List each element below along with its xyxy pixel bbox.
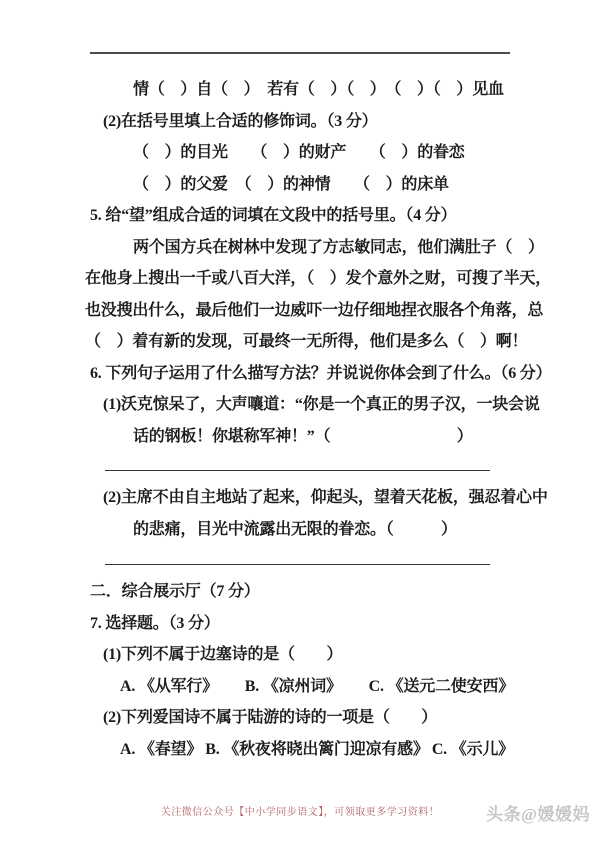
q6-item1-line2: 话的钢板！你堪称军神！”（ ） [133,427,473,445]
q6-item2-line2: 的悲痛，目光中流露出无限的眷恋。（ ） [133,520,457,538]
q6-item1-line1: (1)沃克惊呆了，大声嚷道：“你是一个真正的男子汉，一块会说 [103,396,540,413]
top-section-rule [90,52,510,54]
answer-line [105,470,490,471]
q7-sub1-options-row [120,671,514,703]
q4-modifier-row2: （ ）的父爱 （ ）的神情 （ ）的床单 [133,175,449,193]
q4-fill-blank-line: 情（ ）自（ ） 若有（ ）（ ） （ ）（ ）见血 [133,81,504,98]
q4-modifier-row1: （ ）的目光 （ ）的财产 （ ）的眷恋 [133,144,465,161]
toutiao-watermark: 头条@媛媛妈 [486,805,590,824]
answer-line [105,564,490,565]
option-c: C. 《示儿》 [431,740,514,758]
q6-prompt: 6. 下列句子运用了什么描写方法？并说说你体会到了什么。（6 分） [90,364,552,382]
q7-prompt: 7. 选择题。（3 分） [90,614,220,632]
option-c: C. 《送元二使安西》 [368,677,514,695]
q4-part2-prompt: (2)在括号里填上合适的修饰词。（3 分） [103,112,378,130]
option-a: A. 《春望》 [120,740,203,758]
option-b: B. 《秋夜将晓出篱门迎凉有感》 [205,740,429,758]
wechat-notice: 关注微信公众号【中小学同步语文】，可领取更多学习资料！ [160,807,440,818]
option-a: A. 《从军行》 [120,677,218,695]
option-b: B. 《凉州词》 [244,677,342,695]
q7-sub1-prompt: (1)下列不属于边塞诗的是（ ） [103,646,343,663]
q5-passage-line4: （ ）着有新的发现，可最终一无所得，他们是多么（ ）啊！ [85,333,528,350]
q5-passage-line1: 两个国方兵在树林中发现了方志敏同志，他们满肚子（ ） [133,238,544,256]
q6-item2-line1: (2)主席不由自主地站了起来，仰起头，望着天花板，强忍着心中 [103,489,548,506]
section2-heading: 二．综合展示厅（7 分） [90,583,260,600]
q5-prompt: 5. 给“望”组成合适的词填在文段中的括号里。（4 分） [90,207,457,224]
q7-sub2-options-row [120,734,514,766]
q7-sub2-prompt: (2)下列爱国诗不属于陆游的诗的一项是（ ） [103,709,438,726]
q5-passage-line3: 也没搜出什么，最后他们一边威吓一边仔细地捏衣服各个角落，总 [85,301,544,319]
q5-passage-line2: 在他身上搜出一千或八百大洋，（ ）发个意外之财，可搜了半天， [85,270,552,287]
